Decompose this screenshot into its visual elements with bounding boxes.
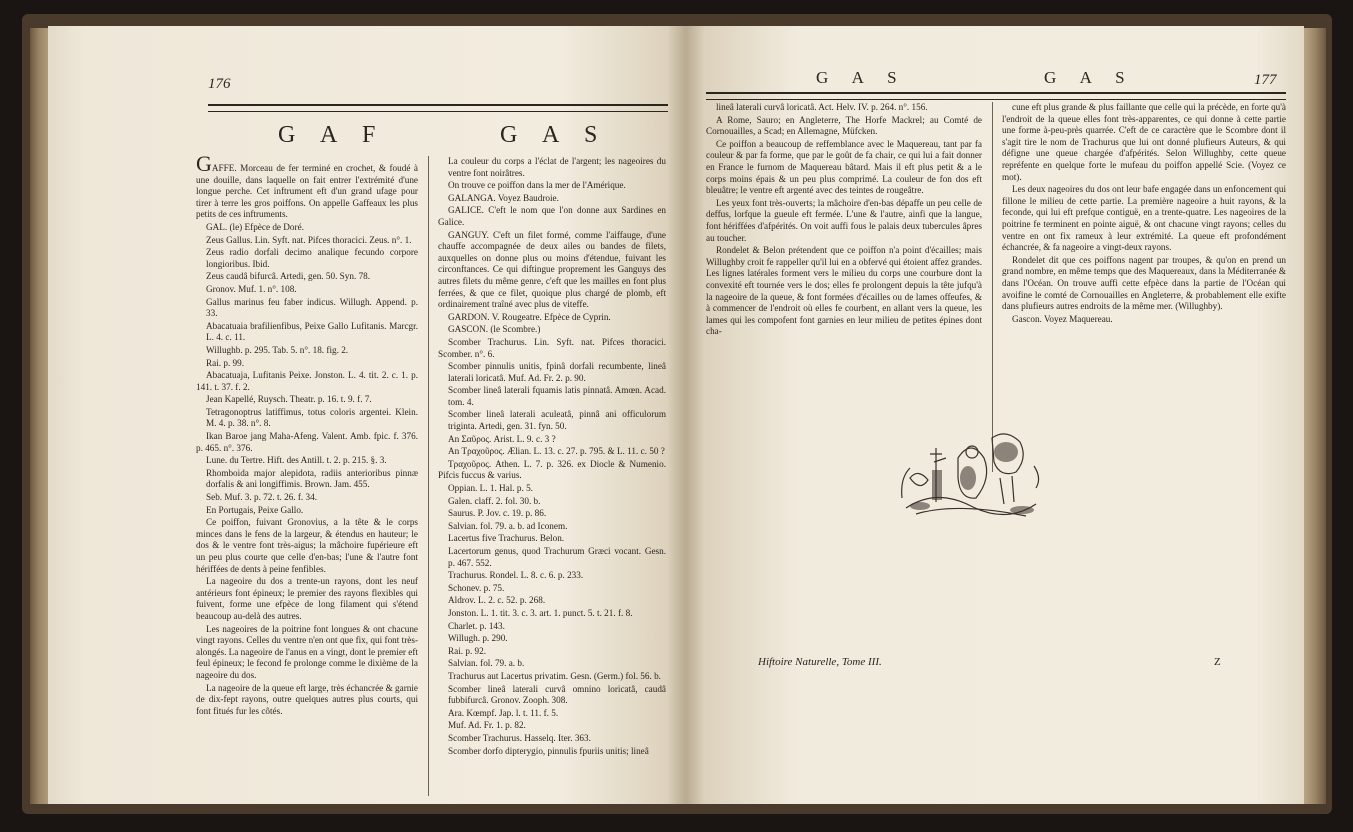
text-paragraph: Les nageoires de la poitrine font longues & ont chacune vingt rayons. Celles du ventre n'en ont que fix, qui font très-alongés. La nageoire de l'anus en a vingt, dont le premier eft feul épineux; le fecond fe prolonge comme le dixième de la nageoire du dos. (196, 623, 418, 680)
text-paragraph: Scomber lineâ laterali aculeatâ, pinnâ ani officulorum triginta. Artedi, gen. 31. fyn. 50. (448, 409, 666, 432)
text-paragraph: On trouve ce poiffon dans la mer de l'Amérique. (448, 180, 626, 191)
running-head-gas-2: G A S (1044, 68, 1135, 87)
vignette-illustration (896, 418, 1046, 526)
text-paragraph: Scomber dorfo dipterygio, pinnulis fpuriis unitis; lineâ (448, 745, 649, 756)
column-divider-left (428, 156, 429, 796)
text-paragraph: Salvian. fol. 79. a. b. ad Iconem. (448, 520, 568, 531)
text-paragraph: Scomber lineâ laterali curvâ omnino loricatâ, caudâ fubbifurcâ. Gronov. Zooph. 308. (448, 683, 666, 706)
text-paragraph: Rondelet dit que ces poiffons nagent par troupes, & qu'on en prend un grand nombre, en même temps que des Maquereaux, dans la Méditerranée & dans l'Océan. On trouve auffi cette efpèce dans la partie de l'Océan qui avoifine le comté de Cornouailles en Angleterre, & probablement elle exifte dans plufieurs autres endroits de la même mer. (Willughby). (1002, 254, 1286, 312)
text-paragraph: Ara. Kœmpf. Jap. l. t. 11. f. 5. (448, 707, 559, 718)
text-paragraph: Trachurus. Rondel. L. 8. c. 6. p. 233. (448, 570, 584, 581)
text-paragraph: Charlet. p. 143. (448, 620, 505, 631)
text-paragraph: Les yeux font très-ouverts; la mâchoire d'en-bas dépaffe un peu celle de deffus, lorfque la gueule eft fermée. L'une & l'autre, ainfi que la langue, font hériffées d'afpérités. On voit auffi fous le palais deux tubercules âpres au toucher. (706, 197, 982, 243)
text-paragraph: Oppian. L. 1. Hal. p. 5. (448, 483, 533, 494)
text-paragraph: GASCON. (le Scombre.) (448, 324, 541, 335)
header-rule-left (208, 104, 668, 112)
text-paragraph: GARDON. V. Rougeatre. Efpèce de Cyprin. (448, 311, 611, 322)
text-paragraph: Trachurus aut Lacertus privatim. Gesn. (Germ.) fol. 56. b. (448, 670, 661, 681)
text-paragraph: En Portugais, Peixe Gallo. (206, 504, 304, 515)
text-paragraph: Willugh. p. 290. (448, 633, 508, 644)
text-paragraph: Tetragonoptrus latiffimus, totus coloris argentei. Klein. M. 4. p. 38. n°. 8. (206, 406, 418, 429)
text-paragraph: Lacertorum genus, quod Trachurum Græci vocant. Gesn. p. 467. 552. (448, 546, 666, 568)
footer-signature: Z (1214, 656, 1221, 668)
text-paragraph: lineâ laterali curvâ loricatâ. Act. Helv. IV. p. 264. n°. 156. (716, 102, 928, 112)
text-paragraph: Jonston. L. 1. tit. 3. c. 3. art. 1. punct. 5. t. 21. f. 8. (448, 607, 633, 618)
text-paragraph: GANGUY. C'eft un filet formé, comme l'aiffauge, d'une chauffe accompagnée de deux ailes ou bandes de filets, auxquelles on donne plus ou moins d'étendue, fuivant les circonftances. Ce qui diftingue proprement les Ganguys des autres filets du même genre, c'eft que les mailles en font plus ferrées, & que ce filet, quoique plus chargé de plomb, eft ordinairement traîné avec plus de viteffe. (438, 229, 666, 310)
text-paragraph: Zeus radio dorfali decimo analique fecundo corpore longioribus. Ibid. (206, 247, 418, 269)
text-paragraph: Willughb. p. 295. Tab. 5. n°. 18. fig. 2. (206, 344, 349, 355)
text-paragraph: Lune. du Tertre. Hift. des Antill. t. 2. p. 215. §. 3. (206, 455, 387, 466)
text-paragraph: Seb. Muf. 3. p. 72. t. 26. f. 34. (206, 492, 318, 503)
page-number-left: 176 (208, 76, 231, 92)
text-paragraph: Salvian. fol. 79. a. b. (448, 658, 525, 669)
left-page (48, 26, 686, 804)
text-paragraph: An Τραχοῦρος. Ælian. L. 13. c. 27. p. 795. & L. 11. c. 50 ? (448, 446, 665, 457)
text-paragraph: GALANGA. Voyez Baudroie. (448, 192, 559, 203)
text-paragraph: Lacertus five Trachurus. Belon. (448, 533, 565, 544)
right-page-column-2 (1002, 102, 1286, 432)
text-paragraph: Saurus. P. Jov. c. 19. p. 86. (448, 508, 547, 519)
text-paragraph: Scomber Trachurus. Hasselq. Iter. 363. (448, 732, 591, 743)
text-paragraph: An Σαῦρος. Arist. L. 9. c. 3 ? (448, 433, 556, 444)
column-divider-right (992, 102, 993, 472)
text-paragraph: Scomber pinnulis unitis, fpinâ dorfali recumbente, lineâ laterali loricatâ. Muf. Ad. Fr. 2. p. 90. (448, 361, 666, 383)
text-paragraph: Rai. p. 99. (206, 357, 245, 368)
text-paragraph: cune eft plus grande & plus faillante que celle qui la précède, en forte qu'à l'endroit de la queue elles font très-apparentes, ce qui donne à cette partie une forme à-peu-près quarrée. C'eft de ce caractère que le Scombre dont il s'agit tire le nom de Trachurus que lui ont donné plufieurs Auteurs, & qui défigne une queue chargée d'afpérités. Selon Willughby, cette queue repréfente en quelque forte le mufeau du poiffon appellé Scie. (Voyez ce mot). (1002, 102, 1286, 182)
page-number-right: 177 (1254, 72, 1277, 88)
text-paragraph: Gronov. Muf. 1. n°. 108. (206, 283, 297, 294)
text-paragraph: La nageoire de la queue eft large, très échancrée & garnie de dix-fept rayons, outre quelques autres plus courts, qui font fitués fur les côtés. (196, 682, 418, 716)
right-page (686, 26, 1304, 804)
text-paragraph: Abacatuaja, Lufitanis Peixe. Jonston. L. 4. tit. 2. c. 1. p. 141. t. 37. f. 2. (196, 370, 418, 392)
text-paragraph: GAFFE. Morceau de fer terminé en crochet, & foudé à une douille, dans laquelle on fait entrer l'extrémité d'une longue perche. Cet inftrument eft d'un grand ufage pour tirer à terre les gros poiffons. On appelle Gaffeaux les plus petits de ces inftruments. (196, 156, 418, 220)
footer-title: Hiftoire Naturelle, Tome III. (758, 656, 882, 668)
text-paragraph: Scomber lineâ laterali fquamis latis pinnatâ. Amœn. Acad. tom. 4. (448, 385, 666, 407)
text-paragraph: Ce poiffon a beaucoup de reffemblance avec le Maquereau, tant par fa couleur & par fa forme, que par le goût de fa chair, ce qui lui a fait donner en France le furnom de Maquereau bâtard. Mais il eft plus petit & a le corps moins épais & un peu plus comprimé. La couleur de fon dos eft bleuâtre; le ventre eft argenté avec des teintes de rougeâtre. (706, 138, 982, 196)
header-rule-right (706, 92, 1286, 100)
text-paragraph: Galen. claff. 2. fol. 30. b. (448, 495, 541, 506)
running-head-gas-1: G A S (816, 68, 907, 87)
text-paragraph: Jean Kapellé, Ruysch. Theatr. p. 16. t. 9. f. 7. (206, 394, 372, 405)
text-paragraph: Schonev. p. 75. (448, 582, 505, 593)
text-paragraph: Les deux nageoires du dos ont leur bafe engagée dans un enfoncement qui fillone le milieu de cette partie. La première nageoire a huit rayons, & la feconde, qui lui eft prefque contiguë, en a trente-quatre. Les nageoires de la poitrine fe terminent en pointe aiguë, & ont chacune vingt rayons; celles du ventre en ont fix rameux à leur extrémité. La queue eft profondément échancrée, & fa nageoire a vingt-deux rayons. (1002, 184, 1286, 253)
text-paragraph: La couleur du corps a l'éclat de l'argent; les nageoires du ventre font noirâtres. (448, 156, 666, 178)
column-heading-gaf: G A F (278, 122, 386, 148)
text-paragraph: Rondelet & Belon prétendent que ce poiffon n'a point d'écailles; mais Willughby croit fe rappeller qu'il lui en a obfervé qui étoient affez grandes. Les lignes latérales forment vers le milieu du corps une courbure dont la convexité eft tournée vers le dos; elles fe prolongent depuis la tête jufqu'à la nageoire de la queue, & font formées d'écailles ou de lames offeufes, & à commencer de l'endroit où elles fe courbent, en allant vers la queue, les lames qui les compofent font garnies en leur milieu de petites épines dont cha- (706, 245, 982, 337)
text-paragraph: La nageoire du dos a trente-un rayons, dont les neuf antérieurs font épineux; le premier des rayons flexibles qui fuivent, forme une efpèce de long filament qui s'étend beaucoup au-delà des autres. (196, 576, 418, 621)
text-paragraph: GALICE. C'eft le nom que l'on donne aux Sardines en Galice. (438, 205, 666, 227)
text-paragraph: Gallus marinus feu faber indicus. Willugh. Append. p. 33. (206, 296, 418, 319)
column-heading-gas: G A S (500, 122, 608, 148)
text-paragraph: Zeus Gallus. Lin. Syft. nat. Pifces thoracici. Zeus. n°. 1. (206, 234, 412, 245)
text-paragraph: A Rome, Sauro; en Angleterre, The Horfe Mackrel; au Comté de Cornouailles, a Scad; en Allemagne, Müfcken. (706, 114, 982, 137)
text-paragraph: Rhomboida major alepidota, radiis anterioribus pinnæ dorfalis & ani longiffimis. Brown. Jam. 455. (206, 467, 418, 490)
text-paragraph: Zeus caudâ bifurcâ. Artedi, gen. 50. Syn. 78. (206, 271, 371, 282)
text-paragraph: Abacatuaia brafilienfibus, Peixe Gallo Lufitanis. Marcgr. L. 4. c. 11. (206, 320, 418, 343)
text-paragraph: GAL. (le) Efpèce de Doré. (206, 221, 304, 232)
text-paragraph: Ikan Baroe jang Maha-Afeng. Valent. Amb. fpic. f. 376. p. 465. n°. 376. (196, 431, 418, 453)
text-paragraph: Aldrov. L. 2. c. 52. p. 268. (448, 595, 546, 606)
text-paragraph: Rai. p. 92. (448, 645, 487, 656)
text-paragraph: Τραχοῦρος. Athen. L. 7. p. 326. ex Diocle & Numenio. Pifcis fuccus & varius. (438, 458, 666, 481)
text-paragraph: Muf. Ad. Fr. 1. p. 82. (448, 720, 526, 731)
left-page-column-2 (438, 156, 666, 806)
text-paragraph: Ce poiffon, fuivant Gronovius, a la tête & le corps minces dans le fens de la largeur, & étendus en hauteur; le dos & le ventre font très-aigus; la mâchoire fupérieure eft un peu plus courte que celle d'en-bas; l'une & l'autre font hériffées de dents à peine fenfibles. (196, 517, 418, 574)
text-paragraph: Gascon. Voyez Maquereau. (1012, 313, 1113, 324)
left-page-column-1 (196, 156, 418, 806)
text-paragraph: Scomber Trachurus. Lin. Syft. nat. Pifces thoracici. Scomber. n°. 6. (438, 336, 666, 359)
